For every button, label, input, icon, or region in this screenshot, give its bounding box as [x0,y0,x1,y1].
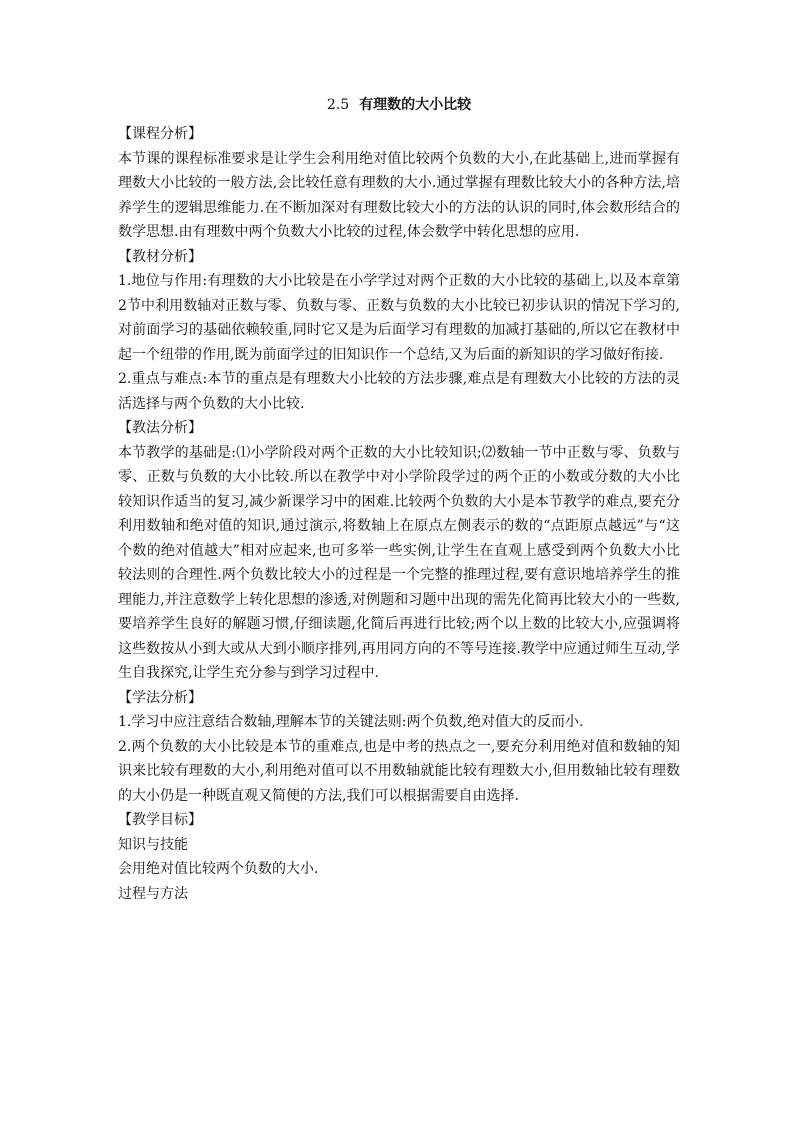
goals-subheading-knowledge: 知识与技能 [118,836,188,853]
page-title [118,96,680,114]
teaching-goals-heading: 【教学目标】 [118,812,202,828]
teaching-method-paragraph: 本节教学的基础是:⑴小学阶段对两个正数的大小比较知识;⑵数轴一节中正数与零、负数与零、正数与负数的大小比较.所以在教学中对小学阶段学过的两个正的小数或分数的大小比较知识作适当的复习,减少新课学习中的困难.比较两个负数的大小是本节教学的难点,要充分利用数轴和绝对值的知识,通过演示,将数轴上在原点左侧表示的数的“点距原点越远”与“这个数的绝对值越大”相对应起来,也可多举一些实例,让学生在直观上感受到两个负数大小比较法则的合理性.两个负数比较大小的过程是一个完整的推理过程,要有意识地培养学生的推理能力,并注意数学上转化思想的渗透,对例题和习题中出现的需先化简再比较大小的一些数,要培养学生良好的解题习惯,仔细读题,化简后再进行比较;两个以上数的比较大小,应强调将这些数按从小到大或从大到小顺序排列,再用同方向的不等号连接.教学中应通过师生互动,学生自我探究,让学生充分参与到学习过程中. [118,444,680,681]
goals-subheading-process: 过程与方法 [118,885,188,902]
course-analysis-heading: 【课程分析】 [118,126,202,142]
goals-item-knowledge: 会用绝对值比较两个负数的大小. [118,861,319,877]
textbook-analysis-heading: 【教材分析】 [118,248,202,265]
textbook-position-paragraph: 1.地位与作用:有理数的大小比较是在小学学过对两个正数的大小比较的基础上,以及本章第2节中利用数轴对正数与零、负数与零、正数与负数的大小比较已初步认识的情况下学习的,对前面学习的基础依赖较重,同时它又是为后面学习有理数的加减打基础的,所以它在教材中起一个纽带的作用,既为前面学过的旧知识作一个总结,又为后面的新知识的学习做好衔接. [118,273,680,363]
title-text: 有理数的大小比较 [359,97,472,113]
document-body [118,96,680,906]
teaching-method-heading: 【教法分析】 [118,420,202,436]
title-number: 2.5 [326,97,350,113]
learning-method-paragraph-1: 1.学习中应注意结合数轴,理解本节的关键法则:两个负数,绝对值大的反而小. [118,714,584,730]
textbook-keypoints-paragraph: 2.重点与难点:本节的重点是有理数大小比较的方法步骤,难点是有理数大小比较的方法的灵活选择与两个负数的大小比较. [118,371,680,412]
learning-method-paragraph-2: 2.两个负数的大小比较是本节的重难点,也是中考的热点之一,要充分利用绝对值和数轴的知识来比较有理数的大小,利用绝对值可以不用数轴就能比较有理数大小,但用数轴比较有理数的大小仍是一种既直观又简便的方法,我们可以根据需要自由选择. [118,738,680,804]
course-analysis-paragraph: 本节课的课程标准要求是让学生会利用绝对值比较两个负数的大小,在此基础上,进而掌握有理数大小比较的一般方法,会比较任意有理数的大小.通过掌握有理数比较大小的各种方法,培养学生的逻辑思维能力.在不断加深对有理数比较大小的方法的认识的同时,体会数形结合的数学思想.由有理数中两个负数大小比较的过程,体会数学中转化思想的应用. [118,150,680,240]
learning-method-heading: 【学法分析】 [118,689,202,706]
